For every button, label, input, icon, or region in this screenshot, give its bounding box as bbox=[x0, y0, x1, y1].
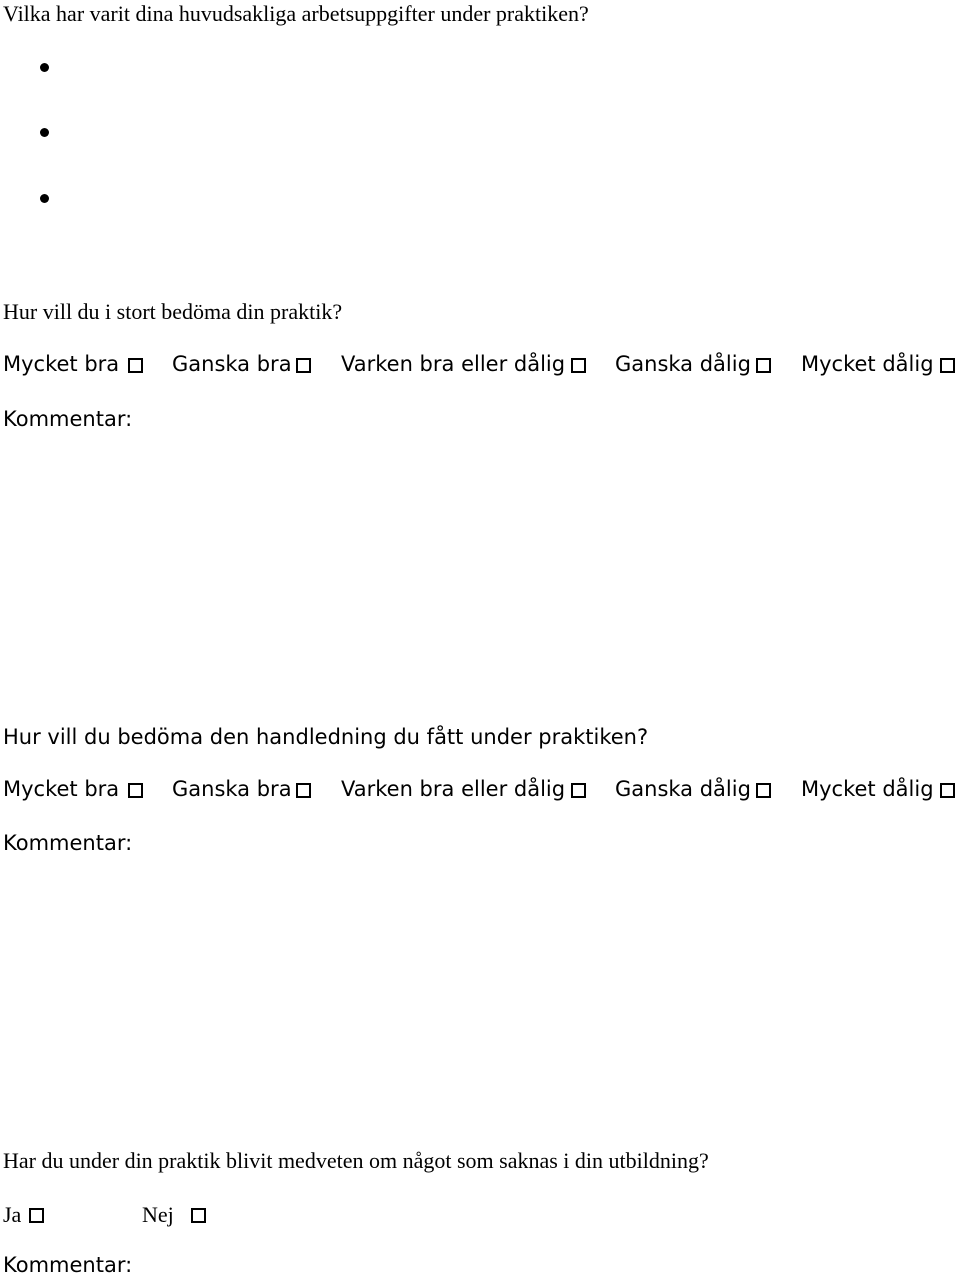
checkbox-ganska-bra[interactable] bbox=[296, 783, 311, 798]
comment-label-q2: Kommentar: bbox=[3, 407, 133, 431]
option-ja: Ja bbox=[3, 1202, 22, 1227]
checkbox-mycket-bra[interactable] bbox=[128, 358, 143, 373]
option-ganska-bra: Ganska bra bbox=[172, 352, 292, 376]
bullet-point-3 bbox=[40, 194, 49, 203]
option-varken-bra-eller-dalig: Varken bra eller dålig bbox=[341, 777, 566, 801]
option-mycket-dalig: Mycket dålig bbox=[801, 352, 934, 376]
question-2-text: Hur vill du i stort bedöma din praktik? bbox=[3, 299, 343, 324]
bullet-point-2 bbox=[40, 128, 49, 137]
option-ganska-bra: Ganska bra bbox=[172, 777, 292, 801]
comment-label-q4: Kommentar: bbox=[3, 1253, 133, 1277]
comment-label-q3: Kommentar: bbox=[3, 831, 133, 855]
checkbox-mycket-dalig[interactable] bbox=[940, 358, 955, 373]
checkbox-mycket-dalig[interactable] bbox=[940, 783, 955, 798]
option-nej: Nej bbox=[142, 1202, 174, 1227]
option-varken-bra-eller-dalig: Varken bra eller dålig bbox=[341, 352, 566, 376]
checkbox-ganska-dalig[interactable] bbox=[756, 783, 771, 798]
option-ganska-dalig: Ganska dålig bbox=[615, 777, 751, 801]
checkbox-nej[interactable] bbox=[191, 1208, 206, 1223]
question-1-text: Vilka har varit dina huvudsakliga arbetsuppgifter under praktiken? bbox=[3, 1, 589, 26]
checkbox-ja[interactable] bbox=[29, 1208, 44, 1223]
option-mycket-bra: Mycket bra bbox=[3, 352, 120, 376]
checkbox-varken-bra-eller-dalig[interactable] bbox=[571, 358, 586, 373]
option-ganska-dalig: Ganska dålig bbox=[615, 352, 751, 376]
question-3-text: Hur vill du bedöma den handledning du fått under praktiken? bbox=[3, 725, 649, 749]
bullet-point-1 bbox=[40, 63, 49, 72]
option-mycket-bra: Mycket bra bbox=[3, 777, 120, 801]
checkbox-ganska-bra[interactable] bbox=[296, 358, 311, 373]
checkbox-mycket-bra[interactable] bbox=[128, 783, 143, 798]
option-mycket-dalig: Mycket dålig bbox=[801, 777, 934, 801]
checkbox-ganska-dalig[interactable] bbox=[756, 358, 771, 373]
checkbox-varken-bra-eller-dalig[interactable] bbox=[571, 783, 586, 798]
question-4-text: Har du under din praktik blivit medveten om något som saknas i din utbildning? bbox=[3, 1148, 709, 1173]
